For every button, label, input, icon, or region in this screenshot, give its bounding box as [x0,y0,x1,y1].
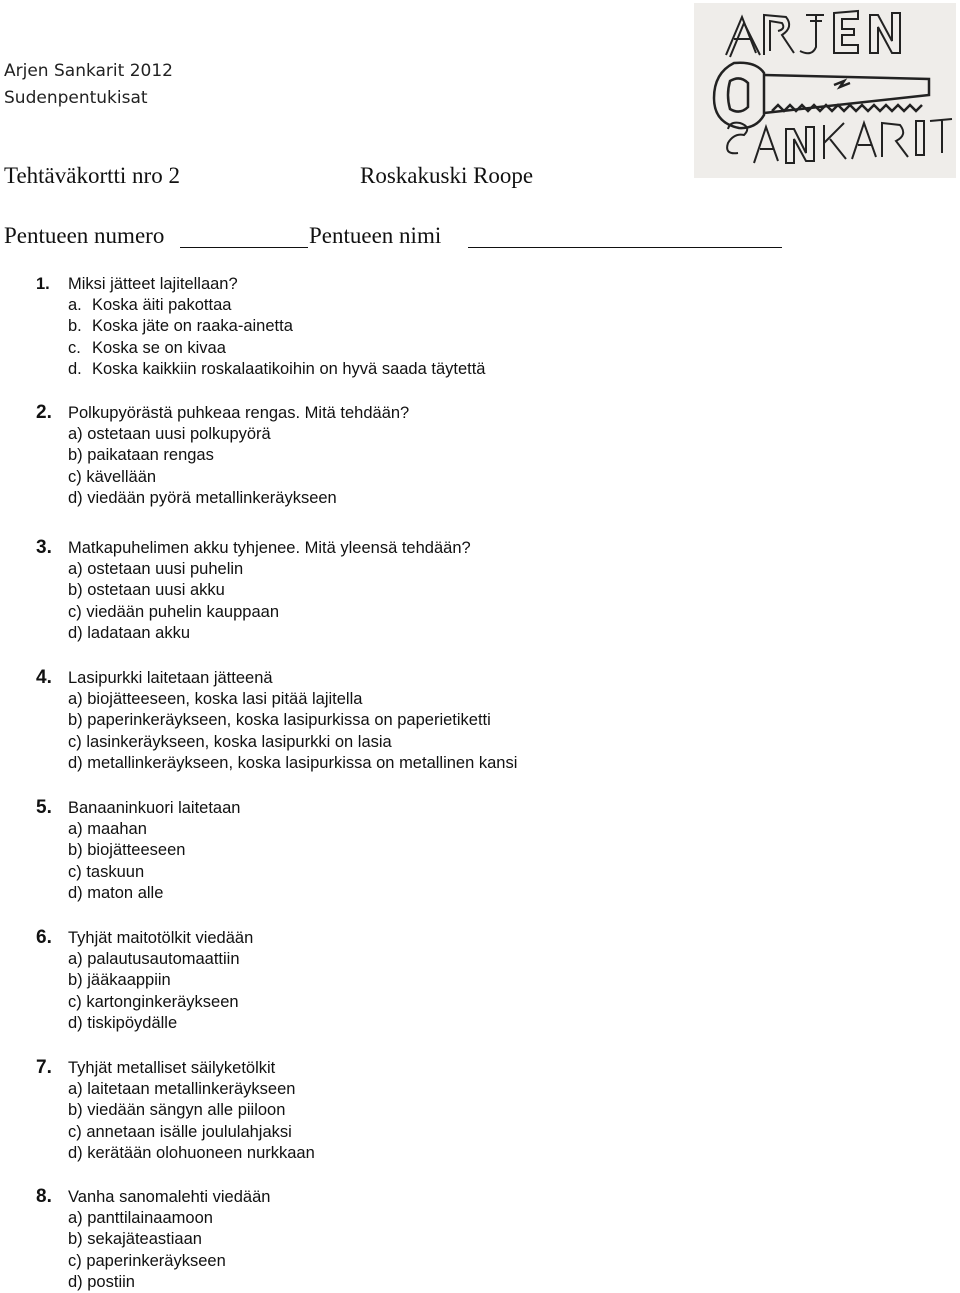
question-number: 3. [36,537,52,558]
question-5 [36,797,240,904]
question-number: 5. [36,797,52,818]
team-name-label: Pentueen nimi [309,223,442,248]
question-text: Banaaninkuori laitetaan [68,799,241,817]
question-2 [36,402,409,509]
question-text: Tyhjät metalliset säilyketölkit [68,1059,276,1077]
answer-option-b[interactable]: b) sekajäteastiaan [68,1230,202,1249]
answer-option-b[interactable]: b) jääkaappiin [68,971,171,990]
question-number: 4. [36,667,52,688]
answer-option-c[interactable]: c) kartonginkeräykseen [68,992,239,1011]
answer-options [68,1208,270,1293]
event-title: Arjen Sankarit 2012 [4,61,173,81]
logo-image [694,3,956,178]
answer-option-d[interactable]: d. Koska kaikkiin roskalaatikoihin on hyvä saada täytettä [68,359,486,378]
answer-option-d[interactable]: d) kerätään olohuoneen nurkkaan [68,1143,315,1162]
answer-option-d[interactable]: d) viedään pyörä metallinkeräykseen [68,488,337,507]
answer-option-c[interactable]: c) lasinkeräykseen, koska lasipurkki on lasia [68,732,392,751]
answer-option-b[interactable]: b. Koska jäte on raaka-ainetta [68,317,293,336]
task-card-name: Roskakuski Roope [360,163,534,188]
question-number: 8. [36,1186,52,1207]
question-text: Polkupyörästä puhkeaa rengas. Mitä tehdään? [68,404,410,422]
answer-options [68,819,240,904]
answer-options [68,295,485,380]
question-number: 7. [36,1057,52,1078]
answer-option-c[interactable]: c) annetaan isälle joululahjaksi [68,1122,292,1141]
question-text: Lasipurkki laitetaan jätteenä [68,669,273,687]
answer-option-c[interactable]: c) paperinkeräykseen [68,1251,226,1270]
answer-options [68,559,471,644]
answer-option-b[interactable]: b) ostetaan uusi akku [68,581,225,600]
team-name-blank[interactable] [468,247,782,248]
question-8 [36,1186,270,1293]
answer-option-a[interactable]: a) panttilainaamoon [68,1209,213,1228]
answer-option-a[interactable]: a) ostetaan uusi polkupyörä [68,425,271,444]
task-card-label: Tehtäväkortti nro 2 [4,163,180,188]
answer-option-b[interactable]: b) paikataan rengas [68,446,214,465]
answer-option-a[interactable]: a) palautusautomaattiin [68,950,240,969]
answer-option-d[interactable]: d) tiskipöydälle [68,1013,178,1032]
answer-option-b[interactable]: b) paperinkeräykseen, koska lasipurkissa on paperietiketti [68,711,491,730]
answer-option-a[interactable]: a) maahan [68,820,147,839]
answer-option-c[interactable]: c) viedään puhelin kauppaan [68,602,279,621]
question-number: 2. [36,402,52,423]
answer-option-d[interactable]: d) maton alle [68,883,164,902]
answer-option-b[interactable]: b) biojätteeseen [68,841,186,860]
answer-option-d[interactable]: d) ladataan akku [68,623,191,642]
question-text: Miksi jätteet lajitellaan? [68,275,238,293]
logo-drawing [694,3,956,178]
answer-options [68,424,409,509]
answer-options [68,1079,315,1164]
answer-option-a[interactable]: a) laitetaan metallinkeräykseen [68,1080,296,1099]
question-text: Vanha sanomalehti viedään [68,1188,271,1206]
question-number: 6. [36,927,52,948]
answer-option-b[interactable]: b) viedään sängyn alle piiloon [68,1101,286,1120]
answer-option-d[interactable]: d) postiin [68,1272,135,1291]
question-text: Tyhjät maitotölkit viedään [68,929,254,947]
document-header [4,58,173,112]
answer-options [68,689,517,774]
answer-option-c[interactable]: c. Koska se on kivaa [68,338,226,357]
team-number-label: Pentueen numero [4,223,165,248]
answer-option-a[interactable]: a) ostetaan uusi puhelin [68,560,244,579]
question-6 [36,927,253,1034]
question-7 [36,1057,315,1164]
team-number-blank[interactable] [180,247,308,248]
answer-option-c[interactable]: c) taskuun [68,862,145,881]
answer-option-c[interactable]: c) kävellään [68,467,157,486]
question-4 [36,667,517,774]
answer-option-d[interactable]: d) metallinkeräykseen, koska lasipurkissa on metallinen kansi [68,753,518,772]
question-1 [36,274,485,380]
event-subtitle: Sudenpentukisat [4,88,148,108]
question-text: Matkapuhelimen akku tyhjenee. Mitä yleensä tehdään? [68,539,471,557]
question-number: 1. [36,275,50,293]
answer-option-a[interactable]: a. Koska äiti pakottaa [68,296,232,315]
answer-option-a[interactable]: a) biojätteeseen, koska lasi pitää lajitella [68,690,363,709]
answer-options [68,949,253,1034]
question-3 [36,537,471,644]
